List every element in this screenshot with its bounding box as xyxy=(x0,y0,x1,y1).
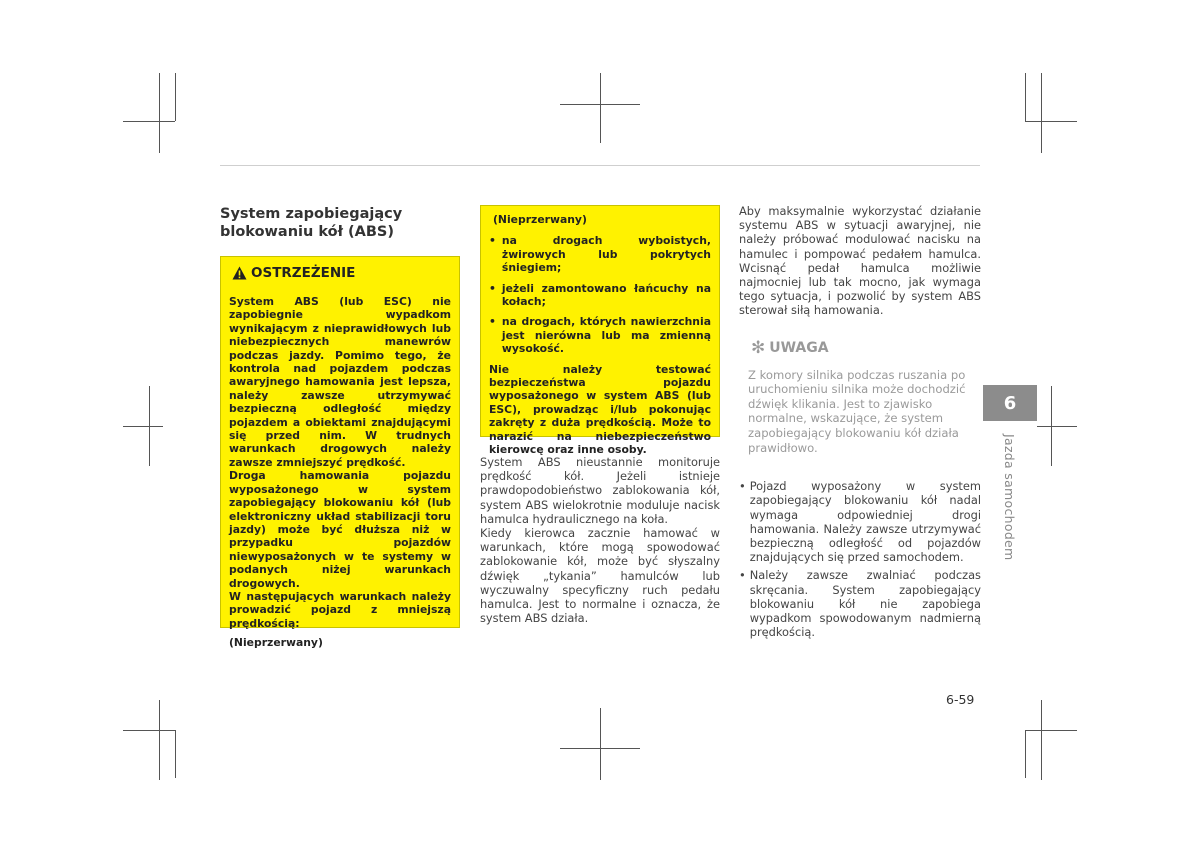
crop-mark xyxy=(1051,386,1052,466)
column-3 xyxy=(739,204,981,643)
chapter-number-tab: 6 xyxy=(983,385,1037,421)
warning-closing: Nie należy testować bezpieczeństwa pojazdu wyposażonego w system ABS (lub ESC), prowadząc i/lub pokonując zakręty z duża prędkością. Może to narazić na niebezpieczeństwo kierowcę oraz inne osoby. xyxy=(489,362,711,457)
section-title-line-2: blokowaniu kół (ABS) xyxy=(220,224,394,240)
asterisk-icon: ✻ xyxy=(751,337,766,358)
crop-mark xyxy=(123,730,175,731)
bullet-icon: • xyxy=(489,234,496,248)
list-item xyxy=(489,282,711,309)
body-paragraph: Aby maksymalnie wykorzystać działanie systemu ABS w sytuacji awaryjnej, nie należy próbować modulować nacisku na hamulec i pompować pedałem hamulca. Wcisnąć pedał hamulca możliwie najmocniej lub tak mocno, jak wymaga tego sytuacja, i pozwolić by system ABS sterował siłą hamowania. xyxy=(739,204,981,318)
section-title-line-1: System zapobiegający xyxy=(220,206,403,222)
crop-mark xyxy=(175,730,176,778)
note-text: Z komory silnika podczas ruszania po uruchomieniu silnika może dochodzić dźwięk klikania. Jest to zjawisko normalne, wskazujące, że system zapobiegający blokowaniu kół działa prawidłowo. xyxy=(748,367,966,455)
bullet-icon: • xyxy=(489,315,496,329)
section-title xyxy=(220,205,460,241)
column-1 xyxy=(220,205,460,650)
list-item-text: na drogach wyboistych, żwirowych lub pokrytych śniegiem; xyxy=(501,234,711,275)
body-paragraph: Kiedy kierowca zacznie hamować w warunkach, które mogą spowodować zablokowanie kół, może być słyszalny dźwięk „tykania” hamulców lub wyczuwalny specyficzny ruch pedału hamulca. Jest to normalne i oznacza, że system ABS działa. xyxy=(480,526,720,626)
chapter-label-text: Jazda samochodem xyxy=(1002,434,1017,561)
list-item-text: Należy zawsze zwalniać podczas skręcania. System zapobiegający blokowaniu kół nie zapobiega wypadkom spowodowanym nadmierną prędkością. xyxy=(749,568,981,640)
warning-triangle-icon xyxy=(232,266,247,280)
crop-mark xyxy=(1025,73,1026,121)
warning-paragraph: W następujących warunkach należy prowadzić pojazd z mniejszą prędkością: xyxy=(229,589,451,630)
crop-mark xyxy=(159,700,160,780)
bullet-icon: • xyxy=(739,479,746,494)
crop-mark xyxy=(175,73,176,121)
warning-box xyxy=(220,256,460,650)
body-paragraph: System ABS nieustannie monitoruje prędkość kół. Jeżeli istnieje prawdopodobieństwo zablokowania kół, system ABS wielokrotnie moduluje nacisk hamulca hydraulicznego na koła. xyxy=(480,455,720,526)
crop-mark xyxy=(1037,426,1077,427)
crop-mark xyxy=(123,426,163,427)
list-item xyxy=(739,568,981,639)
warning-paragraph: Droga hamowania pojazdu wyposażonego w system zapobiegający blokowaniu kół (lub elektroniczny układ stabilizacji toru jazdy) może być dłuższa niż w przypadku pojazdów niewyposażonych w te systemy w podanych niżej warunkach drogowych. xyxy=(229,469,451,590)
list-item-text: jeżeli zamontowano łańcuchy na kołach; xyxy=(501,281,711,309)
note-heading xyxy=(751,338,981,358)
note-box xyxy=(739,338,981,456)
crop-mark xyxy=(1041,73,1042,153)
list-item-text: Pojazd wyposażony w system zapobiegający blokowaniu kół nadal wymaga odpowiedniej drogi hamowania. Należy zawsze utrzymywać bezpieczną odległość od pojazdów znajdujących się przed samochodem. xyxy=(749,479,981,565)
warning-continued-label: (Nieprzerwany) xyxy=(493,213,587,226)
list-item-text: na drogach, których nawierzchnia jest nierówna lub ma zmienną wysokość. xyxy=(501,315,711,356)
warning-continued-label: (Nieprzerwany) xyxy=(229,636,323,650)
list-item xyxy=(489,234,711,274)
crop-mark xyxy=(600,708,601,780)
crop-mark xyxy=(149,386,150,466)
crop-mark xyxy=(1025,730,1077,731)
list-item xyxy=(739,479,981,564)
bullet-icon: • xyxy=(739,568,746,583)
crop-mark xyxy=(123,121,175,122)
bullet-list xyxy=(739,479,981,639)
crop-mark xyxy=(159,73,160,153)
chapter-label xyxy=(1003,434,1019,574)
note-heading-text: UWAGA xyxy=(769,339,829,356)
warning-heading xyxy=(232,265,451,281)
crop-mark xyxy=(1041,700,1042,780)
warning-paragraph: System ABS (lub ESC) nie zapobiegnie wypadkom wynikającym z nieprawidłowych lub niebezpiecznych manewrów podczas jazdy. Pomimo tego, że kontrola nad pojazdem podczas awaryjnego hamowania jest lepsza, należy zawsze utrzymywać bezpieczną odległość między pojazdem a obiektami znajdującymi się przed nim. W trudnych warunkach drogowych należy zawsze zmniejszyć prędkość. xyxy=(229,295,451,469)
page-number: 6-59 xyxy=(946,692,975,707)
crop-mark xyxy=(600,73,601,143)
crop-mark xyxy=(1025,730,1026,778)
bullet-icon: • xyxy=(489,281,496,295)
warning-heading-text: OSTRZEŻENIE xyxy=(251,265,356,281)
warning-box-continued xyxy=(480,205,720,457)
column-2 xyxy=(480,205,720,625)
crop-mark xyxy=(1025,121,1077,122)
warning-text xyxy=(229,295,451,650)
list-item xyxy=(489,315,711,355)
header-rule xyxy=(220,165,980,166)
